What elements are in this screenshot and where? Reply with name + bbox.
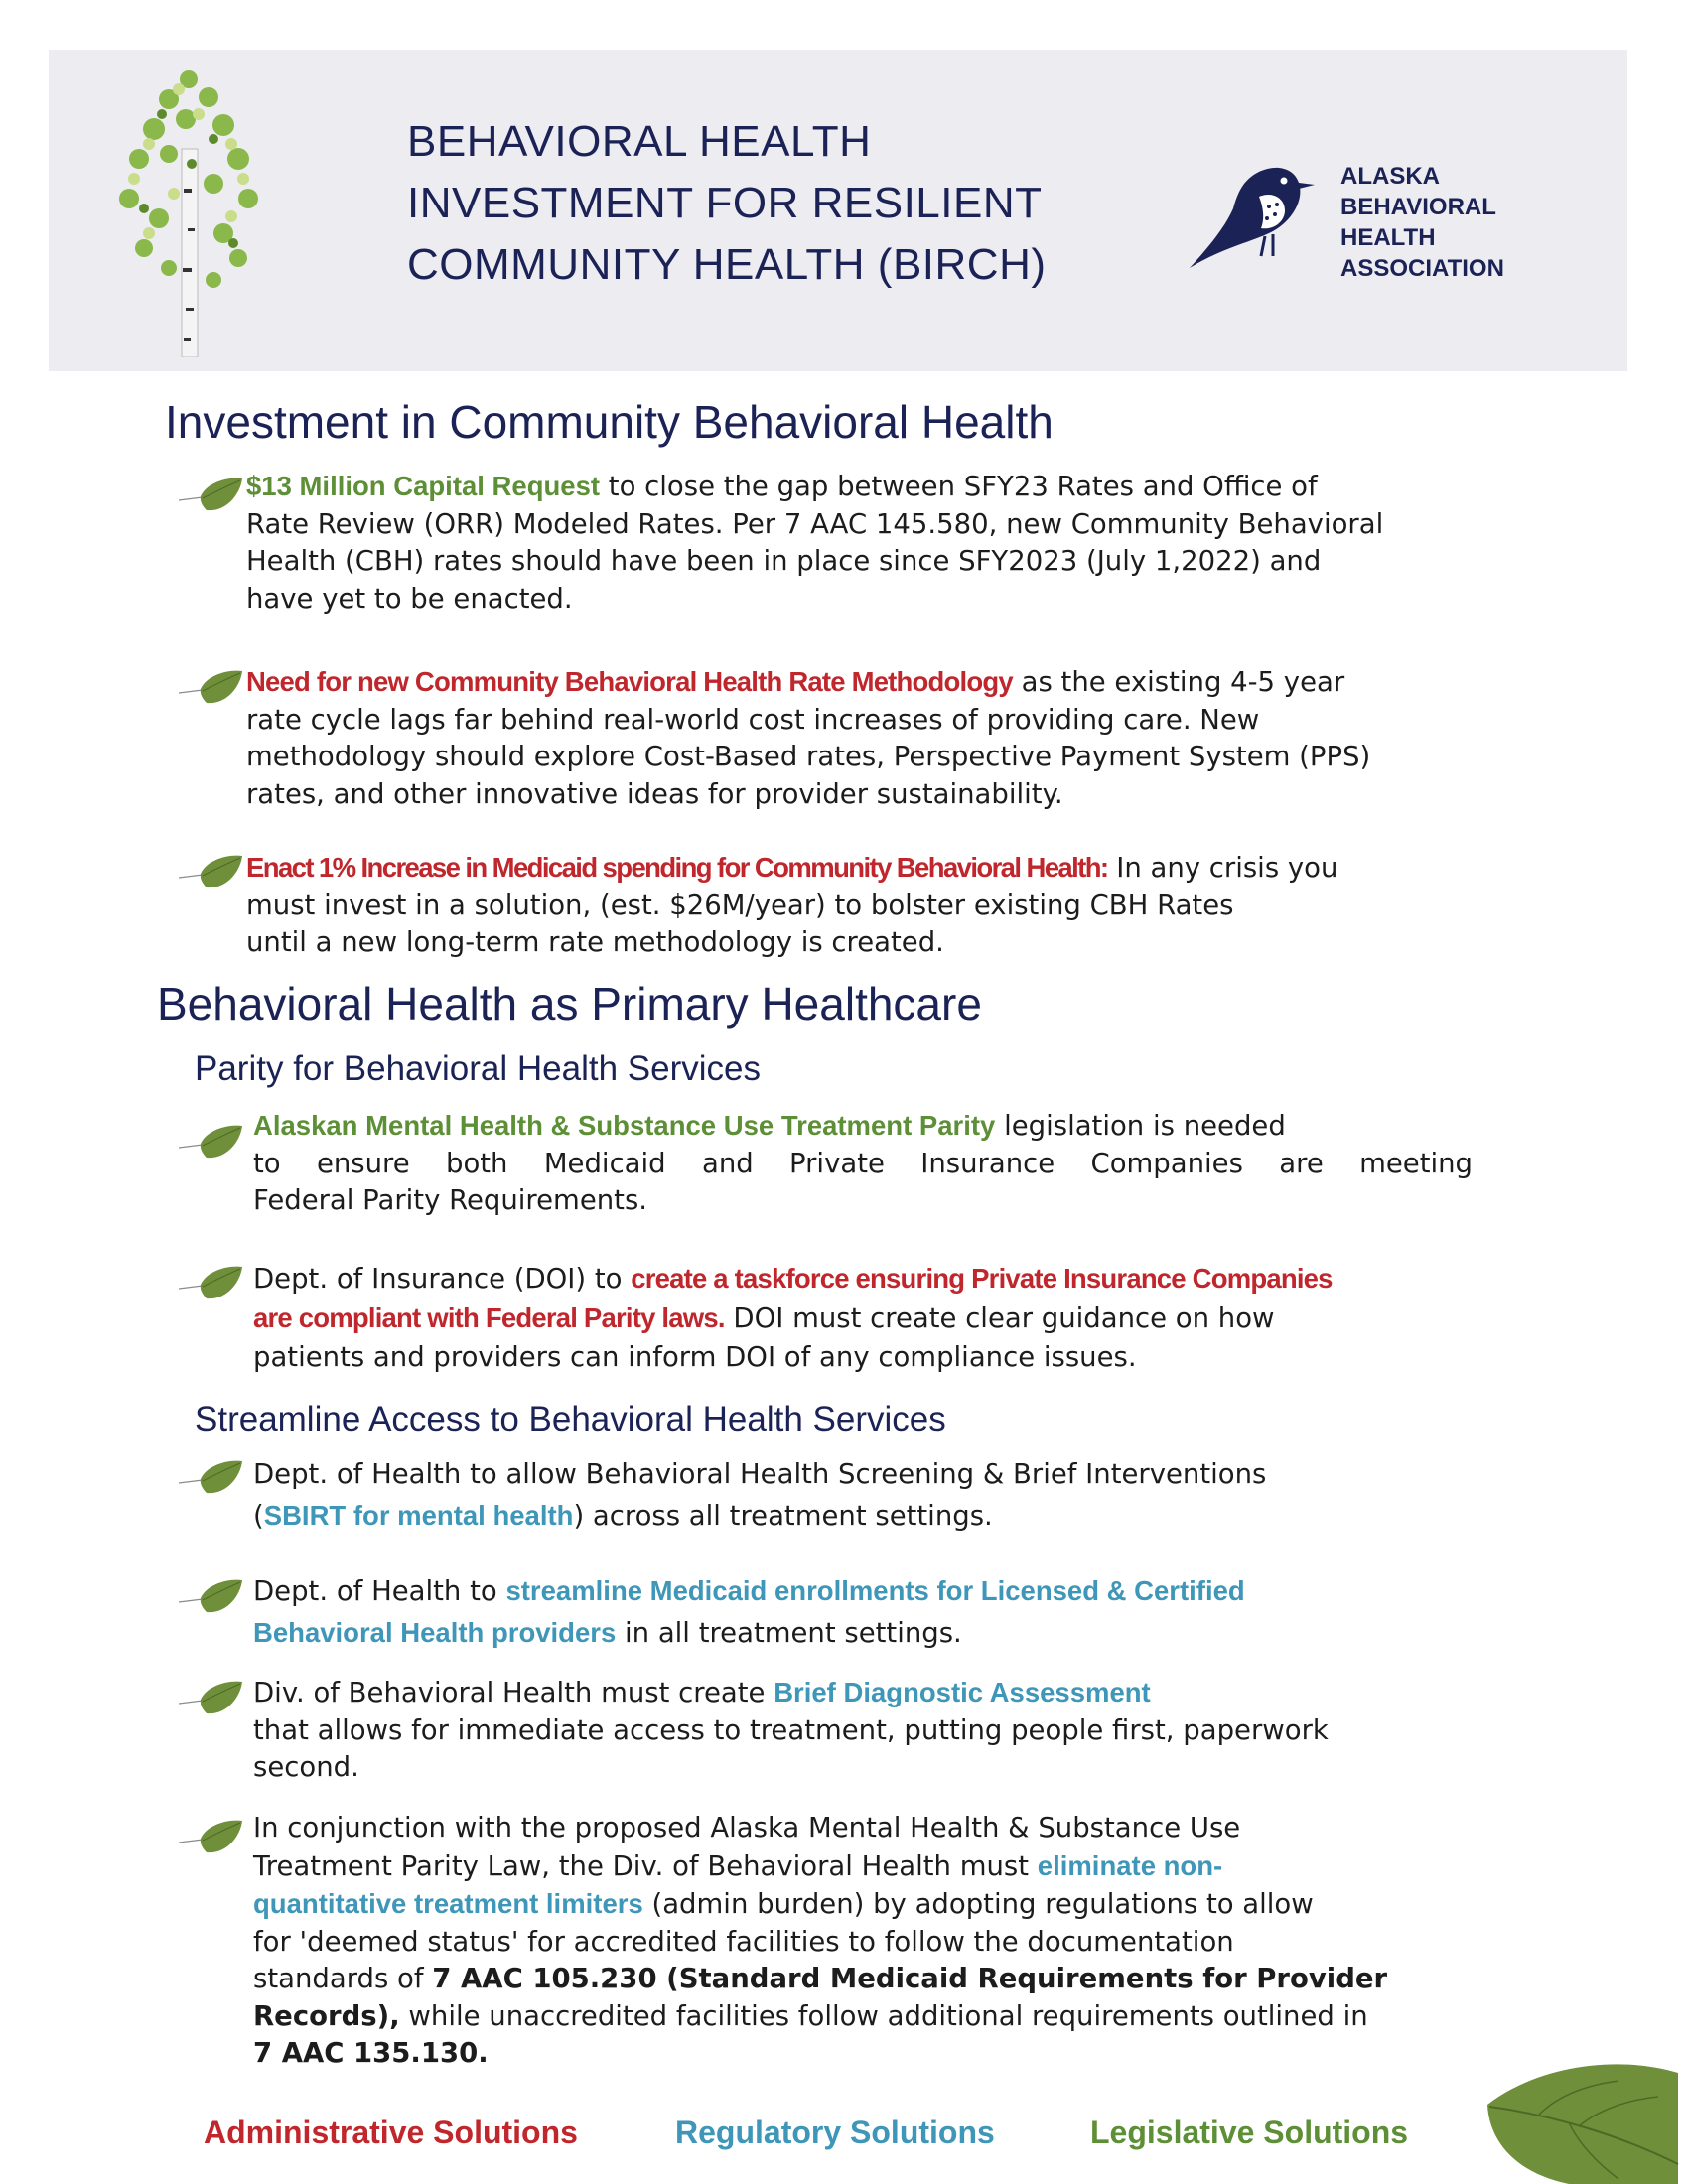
bold-text: 7 AAC 105.230 (Standard Medicaid Requirements for Provider <box>432 1963 1388 1994</box>
item-text: Treatment Parity Law, the Div. of Behavioral Health must <box>253 1849 1038 1882</box>
item-text: must invest in a solution, (est. $26M/year) to bolster existing CBH Rates <box>246 888 1234 921</box>
item-text: methodology should explore Cost-Based rates, Perspective Payment System (PPS) <box>246 741 1371 772</box>
footer-regulatory-solutions: Regulatory Solutions <box>675 2115 995 2150</box>
subheading-streamline: Streamline Access to Behavioral Health Services <box>195 1400 946 1438</box>
bold-text: 7 AAC 135.130. <box>253 2037 489 2069</box>
item-text: Rate Review (ORR) Modeled Rates. Per 7 AAC 145.580, new Community Behavioral <box>246 507 1384 540</box>
list-item <box>246 468 1537 617</box>
highlight-text: quantitative treatment limiters <box>253 1888 643 1919</box>
bold-text: Records), <box>253 1999 400 2032</box>
leaf-bullet-icon <box>179 475 246 516</box>
title-line: INVESTMENT FOR RESILIENT <box>407 179 1043 227</box>
list-item <box>246 663 1557 813</box>
title-line: BEHAVIORAL HEALTH <box>407 117 872 166</box>
org-line: ALASKA <box>1340 163 1440 190</box>
page-title <box>407 111 1122 296</box>
item-text: In conjunction with the proposed Alaska Mental Health & Substance Use <box>253 1812 1241 1843</box>
leaf-bullet-icon <box>179 1457 246 1499</box>
list-item <box>253 1674 1564 1787</box>
org-line: BEHAVIORAL <box>1340 194 1496 220</box>
footer-legislative-solutions: Legislative Solutions <box>1090 2115 1409 2150</box>
list-item <box>253 1810 1574 2073</box>
organization-name <box>1340 161 1589 284</box>
item-text: until a new long-term rate methodology is created. <box>246 926 944 958</box>
item-text: Dept. of Health to <box>253 1575 506 1607</box>
subheading-parity: Parity for Behavioral Health Services <box>195 1049 761 1088</box>
list-item <box>246 849 1557 962</box>
item-text: that allows for immediate access to treatment, putting people first, paperwork <box>253 1713 1329 1746</box>
item-text: in all treatment settings. <box>616 1617 962 1649</box>
item-text: Federal Parity Requirements. <box>253 1184 648 1216</box>
item-text: ( <box>253 1500 264 1532</box>
title-line: COMMUNITY HEALTH (BIRCH) <box>407 240 1047 289</box>
item-text: In any crisis you <box>1107 852 1338 884</box>
item-text: Dept. of Insurance (DOI) to <box>253 1263 632 1295</box>
item-text: standards of <box>253 1963 433 1994</box>
item-text: Health (CBH) rates should have been in place since SFY2023 (July 1,2022) and <box>246 545 1322 577</box>
item-text: patients and providers can inform DOI of any compliance issues. <box>253 1341 1137 1373</box>
leaf-bullet-icon <box>179 1817 246 1858</box>
highlight-text: Need for new Community Behavioral Health Rate Methodology <box>246 666 1013 697</box>
highlight-text: SBIRT for mental health <box>263 1500 574 1531</box>
item-text: as the existing 4-5 year <box>1012 666 1345 698</box>
item-text: rates, and other innovative ideas for provider sustainability. <box>246 777 1063 810</box>
highlight-text: Brief Diagnostic Assessment <box>774 1677 1151 1707</box>
item-text: legislation is needed <box>995 1110 1286 1142</box>
item-text: have yet to be enacted. <box>246 582 573 614</box>
leaf-bullet-icon <box>179 1263 246 1304</box>
birch-tree-icon <box>74 60 303 357</box>
item-text: second. <box>253 1751 359 1783</box>
large-leaf-icon <box>1479 2055 1688 2184</box>
item-text: while unaccredited facilities follow additional requirements outlined in <box>399 1999 1368 2032</box>
org-line: HEALTH <box>1340 224 1436 251</box>
section-heading-investment: Investment in Community Behavioral Health <box>165 396 1054 448</box>
item-text: for 'deemed status' for accredited facilities to follow the documentation <box>253 1925 1234 1958</box>
list-item <box>253 1454 1544 1537</box>
item-text: rate cycle lags far behind real-world cost increases of providing care. New <box>246 703 1260 736</box>
highlight-text: Behavioral Health providers <box>253 1617 617 1648</box>
org-line: ASSOCIATION <box>1340 255 1504 282</box>
leaf-bullet-icon <box>179 1576 246 1618</box>
item-text: DOI must create clear guidance on how <box>724 1302 1275 1334</box>
highlight-text: streamline Medicaid enrollments for Licensed & Certified <box>505 1575 1245 1606</box>
item-text: ) across all treatment settings. <box>573 1500 993 1532</box>
list-item <box>253 1259 1564 1377</box>
section-heading-primary-healthcare: Behavioral Health as Primary Healthcare <box>157 978 982 1029</box>
item-text: (admin burden) by adopting regulations to allow <box>642 1888 1314 1920</box>
list-item <box>253 1107 1473 1220</box>
item-text: to close the gap between SFY23 Rates and Office of <box>600 471 1318 502</box>
leaf-bullet-icon <box>179 1678 246 1719</box>
footer-administrative-solutions: Administrative Solutions <box>204 2115 578 2150</box>
highlight-text: Alaskan Mental Health & Substance Use Treatment Parity <box>253 1110 996 1141</box>
chickadee-logo-icon <box>1182 157 1331 278</box>
highlight-text: $13 Million Capital Request <box>246 471 601 501</box>
leaf-bullet-icon <box>179 852 246 893</box>
item-text: to ensure both Medicaid and Private Insurance Companies are meeting <box>253 1147 1473 1179</box>
highlight-text: eliminate non- <box>1037 1849 1223 1881</box>
leaf-bullet-icon <box>179 667 246 709</box>
highlight-text: Enact 1% Increase in Medicaid spending for Community Behavioral Health: <box>246 852 1108 883</box>
highlight-text: create a taskforce ensuring Private Insurance Companies <box>631 1263 1333 1294</box>
list-item <box>253 1570 1564 1654</box>
highlight-text: are compliant with Federal Parity laws. <box>253 1302 725 1333</box>
leaf-bullet-icon <box>179 1122 246 1163</box>
item-text: Div. of Behavioral Health must create <box>253 1677 774 1708</box>
item-text: Dept. of Health to allow Behavioral Health Screening & Brief Interventions <box>253 1458 1267 1490</box>
